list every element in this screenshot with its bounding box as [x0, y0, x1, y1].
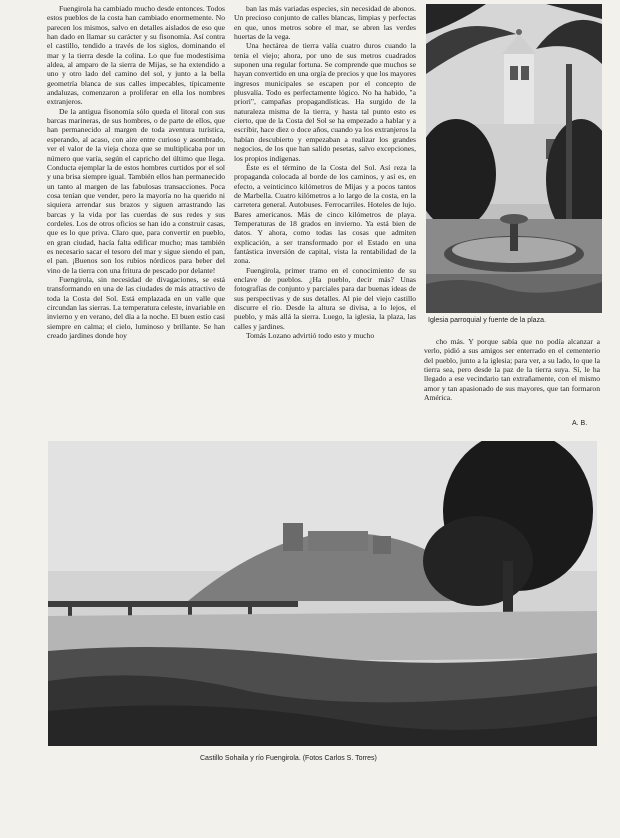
article-column-3	[424, 337, 600, 427]
article-column-2	[234, 4, 416, 430]
castle-photo-caption: Castillo Sohaila y río Fuengirola. (Fotos Carlos S. Torres)	[200, 755, 377, 762]
paragraph: Fuengirola ha cambiado mucho desde entonces. Todos estos pueblos de la costa han cambiado enormemente. No parecen los mismos, salvo en detalles aislados de eso que han dado en llamar su carácter y su fisonomía. Así contra el castillo, tendido a través de los siglos, dominando el mar y la tierra desde la colina. Lo que fue modestísima aldea, al amparo de la sierra de Mijas, se ha extendido a uno y otro lado del camino del sol, y junto a la bella geometría blanca de sus calles impecables, típicamente andaluzas, comenzaron a proliferar en ella los nombres extranjeros.	[47, 4, 225, 107]
paragraph: Una hectárea de tierra valía cuatro duros cuando la tenía el viejo; ahora, por uno de sus metros cuadrados suponen una regular fortuna. Se comprende que muchos se hayan convertido en una orgía de precios y que los mayores ingresos municipales se escapen por el concepto de plusvalía. Todo es perfectamente lógico. No ha habido, "a priori", campañas propagandísticas. Ha surgido de la naturaleza misma de la tierra, y hasta tal punto esto es cierto, que de la Costa del Sol se ha empezado a hablar y a escribir, hace diez o doce años, cuando ya los extranjeros la habían descubierto y empezaban a realizar los grandes negocios, de los que han salido pesetas, salvo excepciones, los propios indígenas.	[234, 41, 416, 163]
church-photo	[426, 4, 602, 313]
castle-river-photo	[48, 441, 597, 746]
church-photo-caption: Iglesia parroquial y fuente de la plaza.	[428, 317, 546, 324]
paragraph: Éste es el término de la Costa del Sol. Así reza la propaganda colocada al borde de los caminos, y así es, en efecto, a veinticinco kilómetros de Mijas y a pocos tantos de Marbella. Cuatro kilómetros a lo largo de la costa, en la carretera general. Autobuses. Ferrocarriles. Hoteles de lujo. Bares americanos. Más de cinco kilómetros de playa. Temperaturas de 18 grados en invierno. Ya está bien de datos. Y ahora, como todas las cosas que admiten explicación, a ser transformado por el Estado en una fantástica inversión de capital, vista la rentabilidad de la zona.	[234, 162, 416, 266]
paragraph: cho más. Y porque sabía que no podía alcanzar a verlo, pidió a sus amigos ser enterrado en el cementerio del pueblo, junto a la iglesia; para ver, a su lado, lo que la tierra sea, pero desde la paz de la tierra suya. Sí, le ha llegado a ese vecindario tan extrañamente, con el mismo amor y tan apasionado de sus mayores, que tan formaron América.	[424, 337, 600, 403]
author-signature: A. B.	[572, 420, 588, 427]
paragraph: Tomás Lozano advirtió todo esto y mucho	[246, 331, 375, 341]
paragraph: Fuengirola, sin necesidad de divagaciones, se está transformando en una de las ciudades de más atractivo de toda la Costa del Sol. Está emplazada en un valle que circundan las sierras. La temperatura celeste, invariable en invierno y en verano, del día a la noche. El buen estío casi siempre en calma; el cielo, luminoso y brillante. Se han creado jardines donde hoy	[47, 274, 225, 341]
paragraph: De la antigua fisonomía sólo queda el litoral con sus barcas marineras, de sus hombres, o de parte de ellos, que han permanecido al margen de toda aventura turística, esperando, al acaso, con aire entre curioso y asombrado, ver el valor de la vieja choza que se multiplicaba por un número que varía, según el capricho del último que llega. Conducta ejemplar la de estos hombres curtidos por el sol y una brisa siempre igual. También ellos han permanecido un tanto al margen de las fabulosas transacciones. Poca cosa tenían que vender, pero la mayoría no ha querido ni siquiera arrendar sus brazos y siguen arrastrando las barcas y la vida por las cuerdas de sus redes y sus cordeles. Los de otros oficios se han ido a construir casas, que es lo que priva. Claro que, para convertir en pueblo, en gran ciudad, hacía falta edificar mucho; mas también es necesario sacar el tesoro del mar y sigue siendo el pan, el pan. ¡Buenos son los rubios nórdicos para beber del vino de la tierra con una fritura de pescado por delante!	[47, 106, 225, 275]
paragraph: ban las más variadas especies, sin necesidad de abonos. Un precioso conjunto de calles blancas, limpias y perfectas en que, unos metros sobre el mar, se abren las verdes huertas de la vega.	[234, 4, 416, 42]
article-column-1	[47, 4, 225, 430]
paragraph: Fuengirola, primer tramo en el conocimiento de su enclave de pueblos. ¿Ha pueblo, decir más? Unas fotografías de conjunto y parciales para dar buenas ideas de sus perspectivas y de sus detalles. Al pie del viejo castillo discurre el río. Desde la altura se divisa, a lo lejos, el pueblo, y más allá la sierra. Luego, la iglesia, la plaza, las calles y jardines.	[234, 265, 416, 331]
